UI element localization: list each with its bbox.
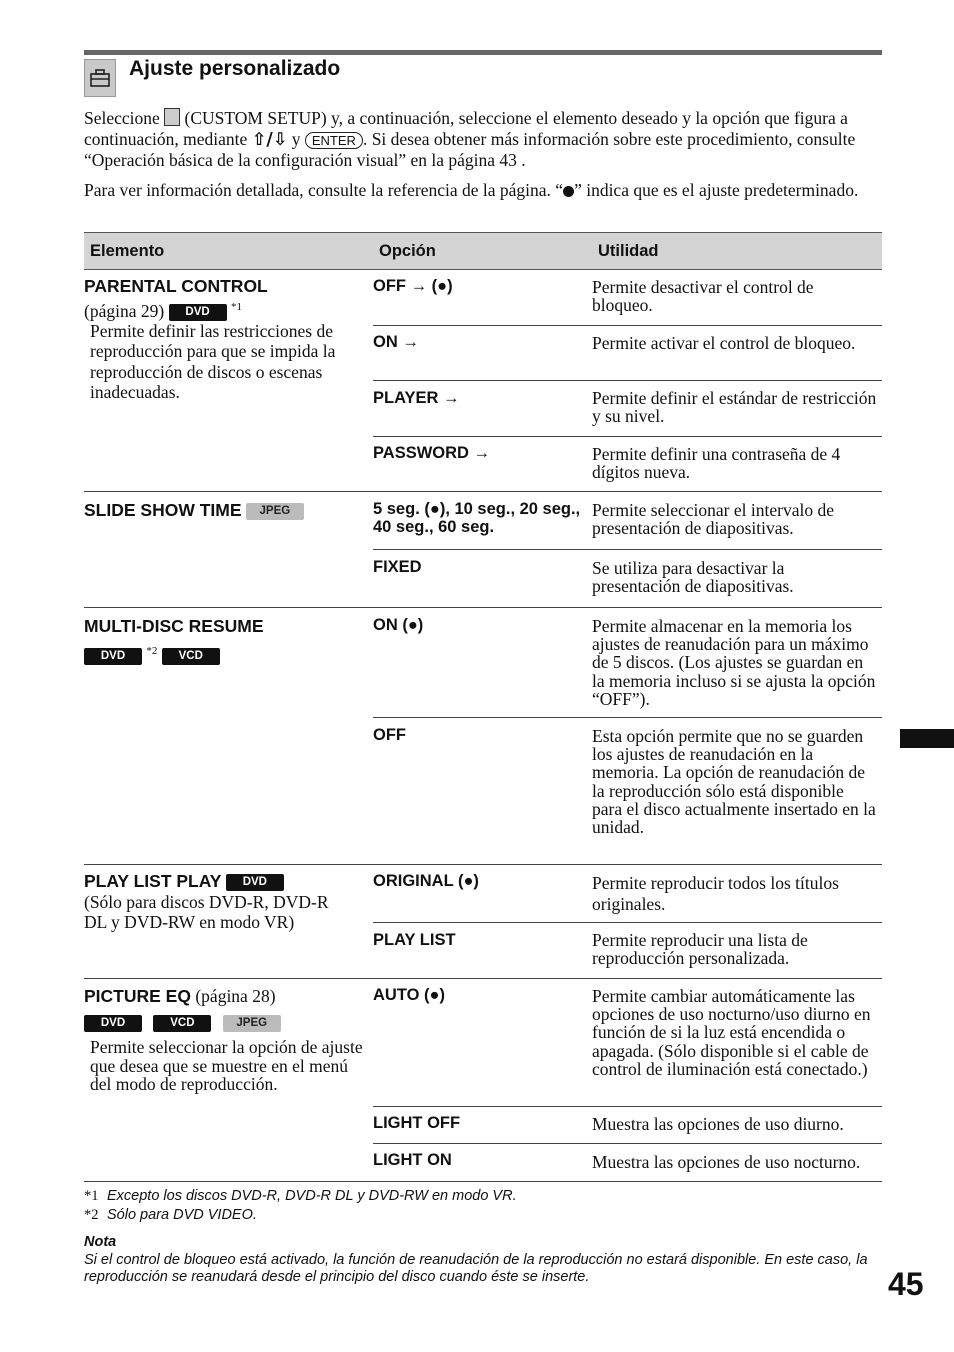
dvd-badge: DVD bbox=[84, 1015, 142, 1032]
footnote-1 bbox=[84, 1188, 517, 1205]
footnote-text: Excepto los discos DVD-R, DVD-R DL y DVD-RW en modo VR. bbox=[107, 1188, 517, 1204]
table-header bbox=[84, 232, 882, 270]
option-utility: Permite desactivar el control de bloqueo. bbox=[592, 277, 814, 316]
option-label: PLAYER → bbox=[373, 389, 460, 407]
table-bottom-rule bbox=[84, 1181, 882, 1182]
element-badges bbox=[84, 1012, 366, 1033]
option-label: ORIGINAL (●) bbox=[373, 872, 479, 890]
element-parental-control bbox=[84, 276, 366, 403]
element-description: (Sólo para discos DVD-R, DVD-R DL y DVD-RW en modo VR) bbox=[84, 891, 329, 932]
row-divider bbox=[373, 1106, 882, 1107]
element-title: PLAY LIST PLAY bbox=[84, 871, 222, 891]
intro-paragraph bbox=[84, 108, 882, 171]
toolbox-icon bbox=[84, 59, 116, 97]
default-dot-icon bbox=[563, 186, 574, 197]
option-utility: Permite definir el estándar de restricción y su nivel. bbox=[592, 388, 877, 427]
enter-key: ENTER bbox=[305, 132, 363, 149]
page-ref: (página 28) bbox=[195, 986, 276, 1006]
page-ref: (página 29) bbox=[84, 300, 165, 321]
row-divider bbox=[373, 436, 882, 437]
option-label: 5 seg. (●), 10 seg., 20 seg., 40 seg., 60 seg. bbox=[373, 500, 581, 536]
row-divider bbox=[373, 922, 882, 923]
row-divider bbox=[373, 549, 882, 550]
option-utility: Se utiliza para desactivar la presentación de diapositivas. bbox=[592, 558, 794, 597]
intro-text: y bbox=[291, 128, 301, 149]
option-utility: Permite activar el control de bloqueo. bbox=[592, 333, 856, 353]
option-label: FIXED bbox=[373, 558, 422, 576]
default-note-paragraph bbox=[84, 180, 882, 201]
intro-text: (CUSTOM SETUP) y, a continuación, seleccione el elemento deseado y la opción que figura a continuación, mediante bbox=[84, 108, 848, 149]
side-tab-marker bbox=[900, 729, 954, 748]
option-label: ON → bbox=[373, 333, 419, 351]
section-title: Ajuste personalizado bbox=[129, 57, 341, 80]
dvd-badge: DVD bbox=[84, 648, 142, 665]
option-label: PLAY LIST bbox=[373, 931, 456, 949]
row-divider bbox=[373, 717, 882, 718]
option-label: LIGHT OFF bbox=[373, 1114, 461, 1132]
option-utility: Muestra las opciones de uso diurno. bbox=[592, 1114, 844, 1134]
element-badges bbox=[84, 641, 366, 665]
nota-label: Nota bbox=[84, 1234, 117, 1250]
intro-text: Para ver información detallada, consulte la referencia de la página. “ bbox=[84, 180, 564, 200]
row-divider bbox=[373, 325, 882, 326]
header-utilidad: Utilidad bbox=[598, 242, 659, 260]
up-down-arrows-icon: ⇧/⇩ bbox=[251, 129, 288, 150]
option-label: AUTO (●) bbox=[373, 986, 445, 1004]
header-elemento: Elemento bbox=[90, 242, 165, 260]
option-utility: Esta opción permite que no se guarden los ajustes de reanudación en la memoria. La opción de reanudación de la reproducción sólo está disponible para el disco actualmente insertado en la unidad. bbox=[592, 726, 876, 838]
option-label: PASSWORD → bbox=[373, 444, 491, 462]
intro-text: Seleccione bbox=[84, 108, 160, 128]
option-utility: Permite cambiar automáticamente las opciones de uso nocturno/uso diurno en función de si la luz está encendida o apagada. (Sólo disponible si el cable de control de iluminación está conectado.) bbox=[592, 986, 871, 1079]
element-title: MULTI-DISC RESUME bbox=[84, 616, 264, 636]
header-opcion: Opción bbox=[379, 242, 436, 260]
element-slide-show-time bbox=[84, 500, 366, 521]
footnote-marker: *2 bbox=[146, 644, 158, 657]
jpeg-badge: JPEG bbox=[223, 1015, 281, 1032]
footnote-mark: *1 bbox=[84, 1188, 99, 1204]
option-label: LIGHT ON bbox=[373, 1151, 452, 1169]
element-title: SLIDE SHOW TIME bbox=[84, 500, 242, 520]
jpeg-badge: JPEG bbox=[246, 503, 304, 520]
row-divider bbox=[373, 380, 882, 381]
option-utility: Permite reproducir todos los títulos originales. bbox=[592, 873, 839, 914]
option-utility: Permite reproducir una lista de reproducción personalizada. bbox=[592, 930, 808, 969]
section-rule bbox=[84, 50, 882, 55]
element-title: PICTURE EQ bbox=[84, 986, 191, 1006]
option-utility: Permite seleccionar el intervalo de presentación de diapositivas. bbox=[592, 500, 834, 539]
dvd-badge: DVD bbox=[226, 874, 284, 891]
footnote-2 bbox=[84, 1207, 257, 1224]
option-utility: Permite almacenar en la memoria los ajustes de reanudación para un máximo de 5 discos. (Los ajustes se guardan en la memoria incluso si se ajusta la opción “OFF”). bbox=[592, 616, 876, 709]
option-utility: Permite definir una contraseña de 4 dígitos nueva. bbox=[592, 444, 841, 483]
dvd-badge: DVD bbox=[169, 304, 227, 321]
element-description: Permite seleccionar la opción de ajuste que desea que se muestre en el menú del modo de reproducción. bbox=[90, 1037, 363, 1094]
section-divider bbox=[84, 978, 882, 979]
intro-text: . Si desea obtener más información sobre este procedimiento, consulte “Operación básica de la configuración visual” en la página 43 . bbox=[84, 128, 856, 170]
footnote-marker: *1 bbox=[230, 300, 242, 313]
option-label: OFF → (●) bbox=[373, 277, 453, 295]
section-divider bbox=[84, 864, 882, 865]
element-title: PARENTAL CONTROL bbox=[84, 276, 268, 296]
section-heading bbox=[84, 57, 882, 97]
element-picture-eq bbox=[84, 986, 366, 1094]
page-number: 45 bbox=[888, 1266, 924, 1302]
option-label: ON (●) bbox=[373, 616, 424, 634]
footnote-mark: *2 bbox=[84, 1207, 99, 1223]
row-divider bbox=[373, 1143, 882, 1144]
vcd-badge: VCD bbox=[162, 648, 220, 665]
element-page-ref bbox=[84, 297, 366, 321]
custom-setup-icon bbox=[164, 108, 180, 126]
option-label: OFF bbox=[373, 726, 406, 744]
footnote-text: Sólo para DVD VIDEO. bbox=[107, 1207, 257, 1223]
element-description: Permite definir las restricciones de reproducción para que se impida la reproducción de discos o escenas inadecuadas. bbox=[90, 320, 336, 403]
nota-text: Si el control de bloqueo está activado, la función de reanudación de la reproducción no estará disponible. En este caso, la reproducción se reanudará desde el principio del disco cuando éste se inserte. bbox=[84, 1252, 868, 1285]
option-utility: Muestra las opciones de uso nocturno. bbox=[592, 1152, 861, 1172]
section-divider bbox=[84, 607, 882, 608]
intro-text: ” indica que es el ajuste predeterminado. bbox=[574, 180, 859, 200]
vcd-badge: VCD bbox=[153, 1015, 211, 1032]
section-divider bbox=[84, 491, 882, 492]
element-play-list-play bbox=[84, 871, 366, 933]
element-multi-disc-resume bbox=[84, 616, 366, 665]
